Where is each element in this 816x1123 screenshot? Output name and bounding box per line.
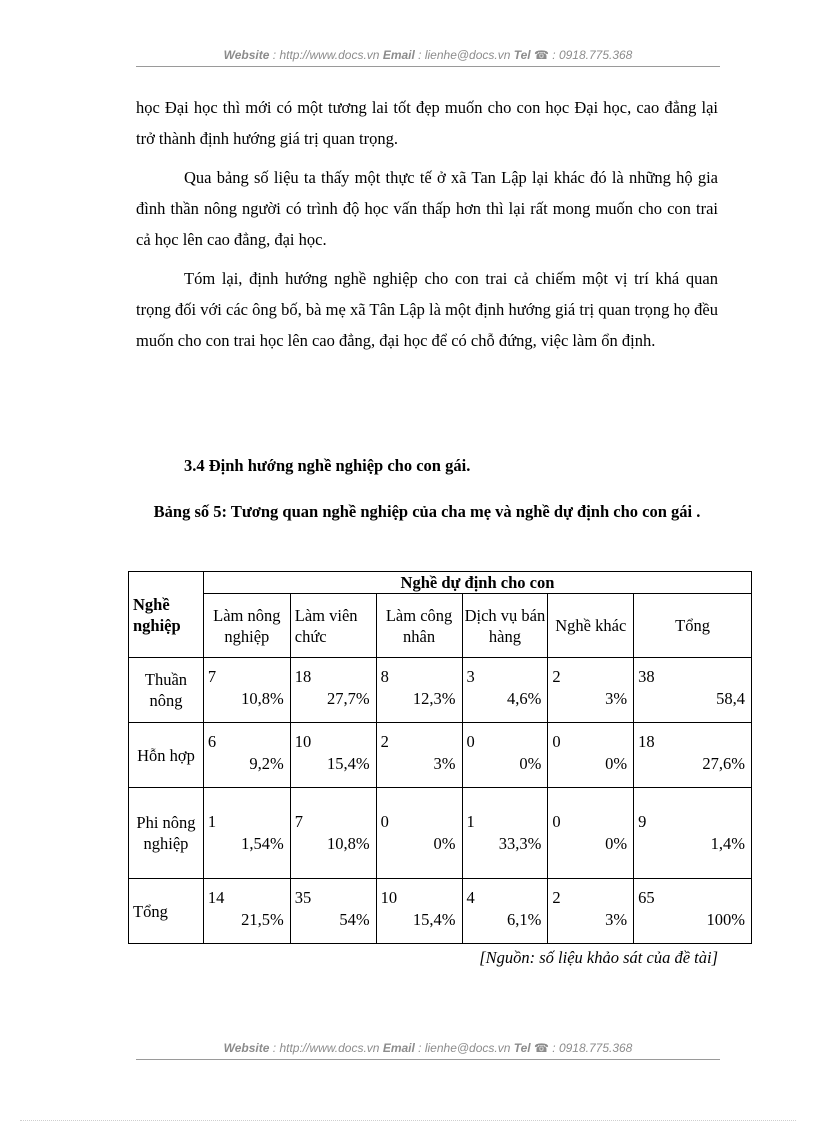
percent: 12,3% bbox=[412, 689, 456, 708]
count: 38 bbox=[638, 667, 655, 686]
column-header: Làm công nhân bbox=[376, 594, 462, 658]
percent: 0% bbox=[605, 834, 628, 853]
percent: 0% bbox=[433, 834, 456, 853]
table-cell bbox=[376, 723, 462, 788]
table-row bbox=[129, 658, 752, 723]
table-cell bbox=[548, 788, 634, 879]
percent: 6,1% bbox=[506, 910, 542, 929]
tel-label: Tel bbox=[513, 1041, 531, 1055]
website-value: : http://www.docs.vn bbox=[269, 1041, 383, 1055]
website-label: Website bbox=[223, 1041, 270, 1055]
percent: 3% bbox=[433, 754, 456, 773]
table-cell bbox=[376, 879, 462, 944]
column-header: Dịch vụ bán hàng bbox=[462, 594, 548, 658]
row-label: Hỗn hợp bbox=[129, 723, 204, 788]
count: 10 bbox=[380, 888, 398, 907]
count: 65 bbox=[638, 888, 655, 907]
table-cell bbox=[290, 788, 376, 879]
website-value: : http://www.docs.vn bbox=[269, 48, 383, 62]
percent: 3% bbox=[605, 689, 628, 708]
percent: 1,4% bbox=[710, 834, 745, 853]
email-value: : lienhe@docs.vn bbox=[414, 1041, 514, 1055]
count: 7 bbox=[294, 812, 304, 831]
percent: 15,4% bbox=[412, 910, 456, 929]
header-rule bbox=[136, 66, 720, 67]
count: 0 bbox=[552, 812, 561, 831]
source-note: [Nguồn: số liệu khảo sát của đề tài] bbox=[479, 948, 718, 967]
table-cell bbox=[203, 788, 290, 879]
website-label: Website bbox=[223, 48, 270, 62]
table-cell bbox=[548, 879, 634, 944]
percent: 27,7% bbox=[327, 689, 370, 708]
paragraph: học Đại học thì mới có một tương lai tốt đẹp muốn cho con học Đại học, cao đẳng lại trở thành định hướng giá trị quan trọng. bbox=[136, 98, 718, 148]
tel-label: Tel bbox=[513, 48, 531, 62]
paragraph: Tóm lại, định hướng nghề nghiệp cho con trai cả chiếm một vị trí khá quan trọng đối với các ông bố, bà mẹ xã Tân Lập là một định hướng giá trị quan trọng họ đều muốn cho con trai học lên cao đẳng, đại học để có chỗ đứng, việc làm ổn định. bbox=[136, 269, 718, 350]
data-table bbox=[128, 571, 752, 944]
email-label: Email bbox=[382, 48, 415, 62]
table-cell bbox=[376, 658, 462, 723]
percent: 27,6% bbox=[702, 754, 745, 773]
row-label: Phi nông nghiệp bbox=[129, 788, 204, 879]
column-header: Làm nông nghiệp bbox=[203, 594, 290, 658]
table-row bbox=[129, 723, 752, 788]
table-cell bbox=[462, 723, 548, 788]
row-label: Tổng bbox=[129, 879, 204, 944]
count: 3 bbox=[466, 667, 475, 686]
column-header: Tổng bbox=[634, 594, 752, 658]
count: 0 bbox=[552, 732, 561, 751]
footer-rule bbox=[136, 1059, 720, 1060]
percent: 33,3% bbox=[498, 834, 542, 853]
count: 10 bbox=[294, 732, 312, 751]
table-row bbox=[129, 879, 752, 944]
percent: 0% bbox=[519, 754, 542, 773]
page-header bbox=[136, 48, 720, 62]
column-header: Làm viên chức bbox=[290, 594, 376, 658]
count: 0 bbox=[380, 812, 389, 831]
count: 2 bbox=[552, 888, 561, 907]
count: 18 bbox=[294, 667, 312, 686]
percent: 1,54% bbox=[241, 834, 284, 853]
percent: 9,2% bbox=[249, 754, 284, 773]
table-cell bbox=[462, 788, 548, 879]
table-cell bbox=[376, 788, 462, 879]
row-header: Nghề nghiệp bbox=[129, 572, 204, 658]
page-footer bbox=[136, 1041, 720, 1055]
page-edge-divider bbox=[20, 1120, 796, 1121]
table-cell bbox=[548, 658, 634, 723]
count: 2 bbox=[552, 667, 561, 686]
email-label: Email bbox=[382, 1041, 415, 1055]
count: 1 bbox=[207, 812, 217, 831]
percent: 3% bbox=[605, 910, 628, 929]
email-value: : lienhe@docs.vn bbox=[414, 48, 514, 62]
row-label: Thuần nông bbox=[129, 658, 204, 723]
count: 6 bbox=[207, 732, 217, 751]
table-row bbox=[129, 788, 752, 879]
table-cell bbox=[203, 879, 290, 944]
count: 0 bbox=[466, 732, 475, 751]
table-caption: Bảng số 5: Tương quan nghề nghiệp của cha mẹ và nghề dự định cho con gái . bbox=[153, 502, 701, 521]
percent: 100% bbox=[706, 910, 745, 929]
table-cell bbox=[290, 658, 376, 723]
table-cell bbox=[290, 723, 376, 788]
percent: 10,8% bbox=[241, 689, 284, 708]
percent: 54% bbox=[339, 910, 370, 929]
table-cell bbox=[462, 879, 548, 944]
group-header: Nghề dự định cho con bbox=[203, 572, 751, 594]
table-cell bbox=[634, 788, 752, 879]
table-cell bbox=[634, 879, 752, 944]
table-cell bbox=[548, 723, 634, 788]
count: 8 bbox=[380, 667, 389, 686]
percent: 10,8% bbox=[327, 834, 370, 853]
count: 9 bbox=[638, 812, 647, 831]
table-cell bbox=[634, 658, 752, 723]
percent: 21,5% bbox=[241, 910, 284, 929]
count: 18 bbox=[638, 732, 655, 751]
table-cell bbox=[203, 723, 290, 788]
percent: 0% bbox=[605, 754, 628, 773]
percent: 15,4% bbox=[327, 754, 370, 773]
count: 35 bbox=[294, 888, 312, 907]
tel-value: ☎ : 0918.775.368 bbox=[530, 48, 633, 62]
count: 1 bbox=[466, 812, 475, 831]
body-text bbox=[136, 92, 718, 364]
tel-value: ☎ : 0918.775.368 bbox=[530, 1041, 633, 1055]
percent: 58,4 bbox=[716, 689, 745, 708]
paragraph: Qua bảng số liệu ta thấy một thực tế ở xã Tan Lập lại khác đó là những hộ gia đình thần nông người có trình độ học vấn thấp hơn thì lại rất mong muốn cho con trai cả học lên cao đẳng, đại học. bbox=[136, 168, 718, 249]
column-header: Nghề khác bbox=[548, 594, 634, 658]
table-cell bbox=[634, 723, 752, 788]
table-cell bbox=[462, 658, 548, 723]
table-cell bbox=[203, 658, 290, 723]
count: 2 bbox=[380, 732, 389, 751]
section-title: 3.4 Định hướng nghề nghiệp cho con gái. bbox=[184, 456, 471, 475]
table-cell bbox=[290, 879, 376, 944]
count: 7 bbox=[207, 667, 217, 686]
count: 4 bbox=[466, 888, 475, 907]
percent: 4,6% bbox=[506, 689, 542, 708]
count: 14 bbox=[207, 888, 225, 907]
